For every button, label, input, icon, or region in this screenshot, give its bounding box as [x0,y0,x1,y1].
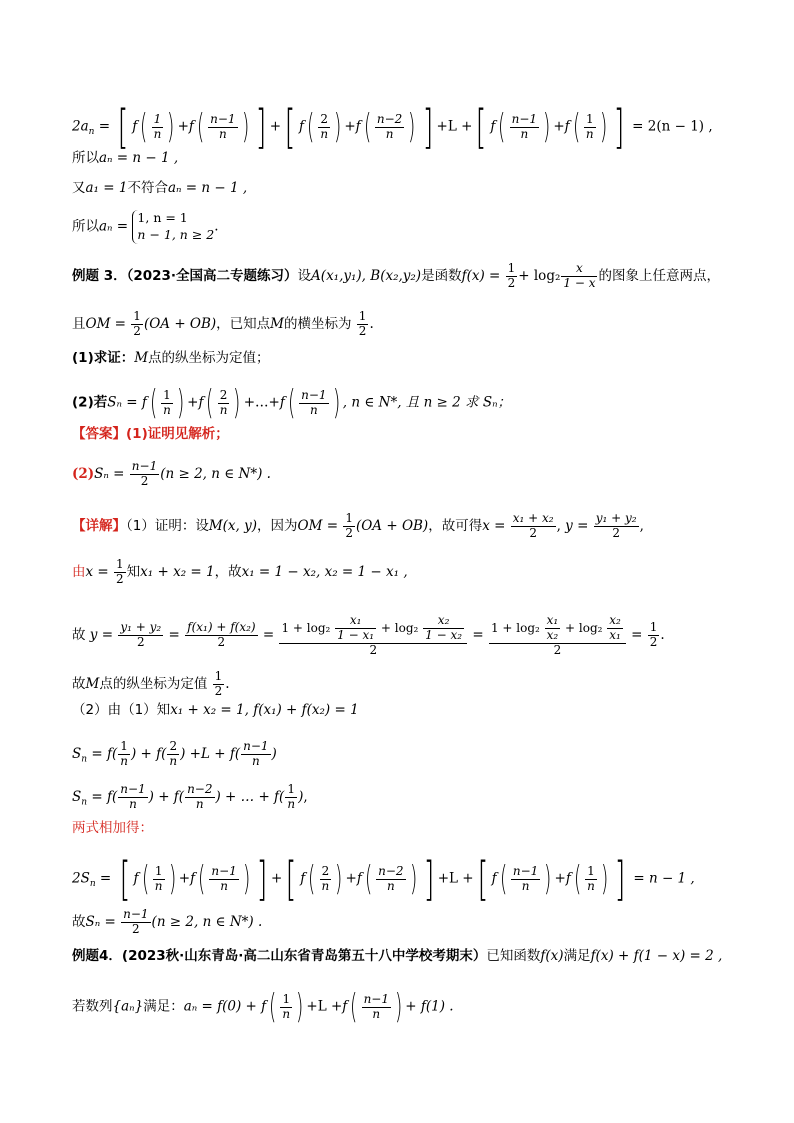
question-1: (1)求证：M点的纵坐标为定值； [72,350,270,366]
conclusion-an: 所以aₙ = n − 1 , [72,150,179,166]
detail-line2: 由x = $\frac{1}{2}$ 知x₁ + x₂ = 1，故x₁ = 1 − x₂, x₂ = 1 − x₁ , [72,557,408,586]
detail-line4: 故M点的纵坐标为定值 $\frac{1}{2}$ . [72,669,230,698]
equation-2an-sum: $2a_n$ = [ f( $\frac{1}{n}$ ) +f( $\frac{n-1}{n}$ ) ] +[ f( $\frac{2}{n}$ ) +f( $\frac{n-2}{n}$ ) ] +L +[ f( $\frac{n-1}{n}$ ) +f( $\frac{1}{n}$ ) ] = 2(n − 1) , [72,100,713,154]
detail-sn-2: $S_n = f$( $\frac{n-1}{n}$ ) + f( $\frac{n-2}{n}$ ) + … + f( $\frac{1}{n}$ ), [72,782,308,811]
detail-sn-1: $S_n = f$( $\frac{1}{n}$ ) + f( $\frac{2}{n}$ ) +L + f( $\frac{n-1}{n}$ ) [72,739,277,768]
a1-check: 又a₁ = 1不符合aₙ = n − 1 , [72,180,248,196]
detail-sum-label: 两式相加得： [72,820,153,836]
detail-line1: 【详解】（1）证明：设M(x, y)，因为OM = $\frac{1}{2}$ (OA + OB)，故可得x = $\frac{\text{x₁ + x₂}}{2}$ , y = $\frac{\text{y₁ + y₂}}{2}$ , [72,511,644,540]
example3-condition: 且OM = $\frac{1}{2}$ (OA + OB)，已知点M的横坐标为 $\frac{1}{2}$ . [72,309,374,338]
example4-statement: 例题4．(2023秋·山东青岛·高二山东省青岛第五十八中学校考期末）已知函数f(x)满足f(x) + f(1 − x) = 2 , [72,948,723,964]
piecewise-an: 所以aₙ = 1, n = 1 n − 1, n ≥ 2. [72,210,219,242]
answer-part2: (2)Sₙ = $\frac{n-1}{2}$ (n ≥ 2, n ∈ N*) . [72,459,271,488]
detail-line3: 故 y = $\frac{\text{y₁ + y₂}}{2}$ = $\frac{\text{f(x₁) + f(x₂)}}{2}$ = 1 + log₂ $\frac{\text{x₁}}{\text{1 − x₁}}$ + log₂ $\frac{\text{x₂}}{\text{1 − x₂}}$ 2 = 1 + log₂ $\frac{\text{x₁}}{\text{x₂}}$ + log₂ $\frac{\text{x₂}}{\text{x₁}}$ 2 = $\frac{1}{2}$ . [72,613,665,657]
detail-final: 故Sₙ = $\frac{n-1}{2}$ (n ≥ 2, n ∈ N*) . [72,907,263,936]
example3-statement: 例题 3．（2023·全国高二专题练习）设A(x₁,y₁), B(x₂,y₂)是函数f(x) = $\frac{1}{2}$ + log₂ $\frac{x}{1 - x}$ 的图象上任意两点， [72,261,720,290]
example4-sequence: 若数列{aₙ}满足：aₙ = f(0) + f( $\frac{1}{n}$ ) +L +f( $\frac{n-1}{n}$ ) + f(1) . [72,987,454,1027]
detail-2sn: $2S_n$ = [ f( $\frac{1}{n}$ ) +f( $\frac{n-1}{n}$ ) ] +[ f( $\frac{2}{n}$ ) +f( $\frac{n-2}{n}$ ) ] +L +[ f( $\frac{n-1}{n}$ ) +f( $\frac{1}{n}$ ) ] = n − 1 , [72,852,695,906]
answer-part1: 【答案】(1)证明见解析； [72,426,229,442]
detail-line5: （2）由（1）知x₁ + x₂ = 1, f(x₁) + f(x₂) = 1 [72,702,359,718]
question-2: (2)若Sₙ = f( $\frac{1}{n}$ ) +f( $\frac{2}{n}$ ) +…+f( $\frac{n-1}{n}$ ) , n ∈ N*, 且 n ≥ 2 求 Sₙ； [72,383,512,423]
